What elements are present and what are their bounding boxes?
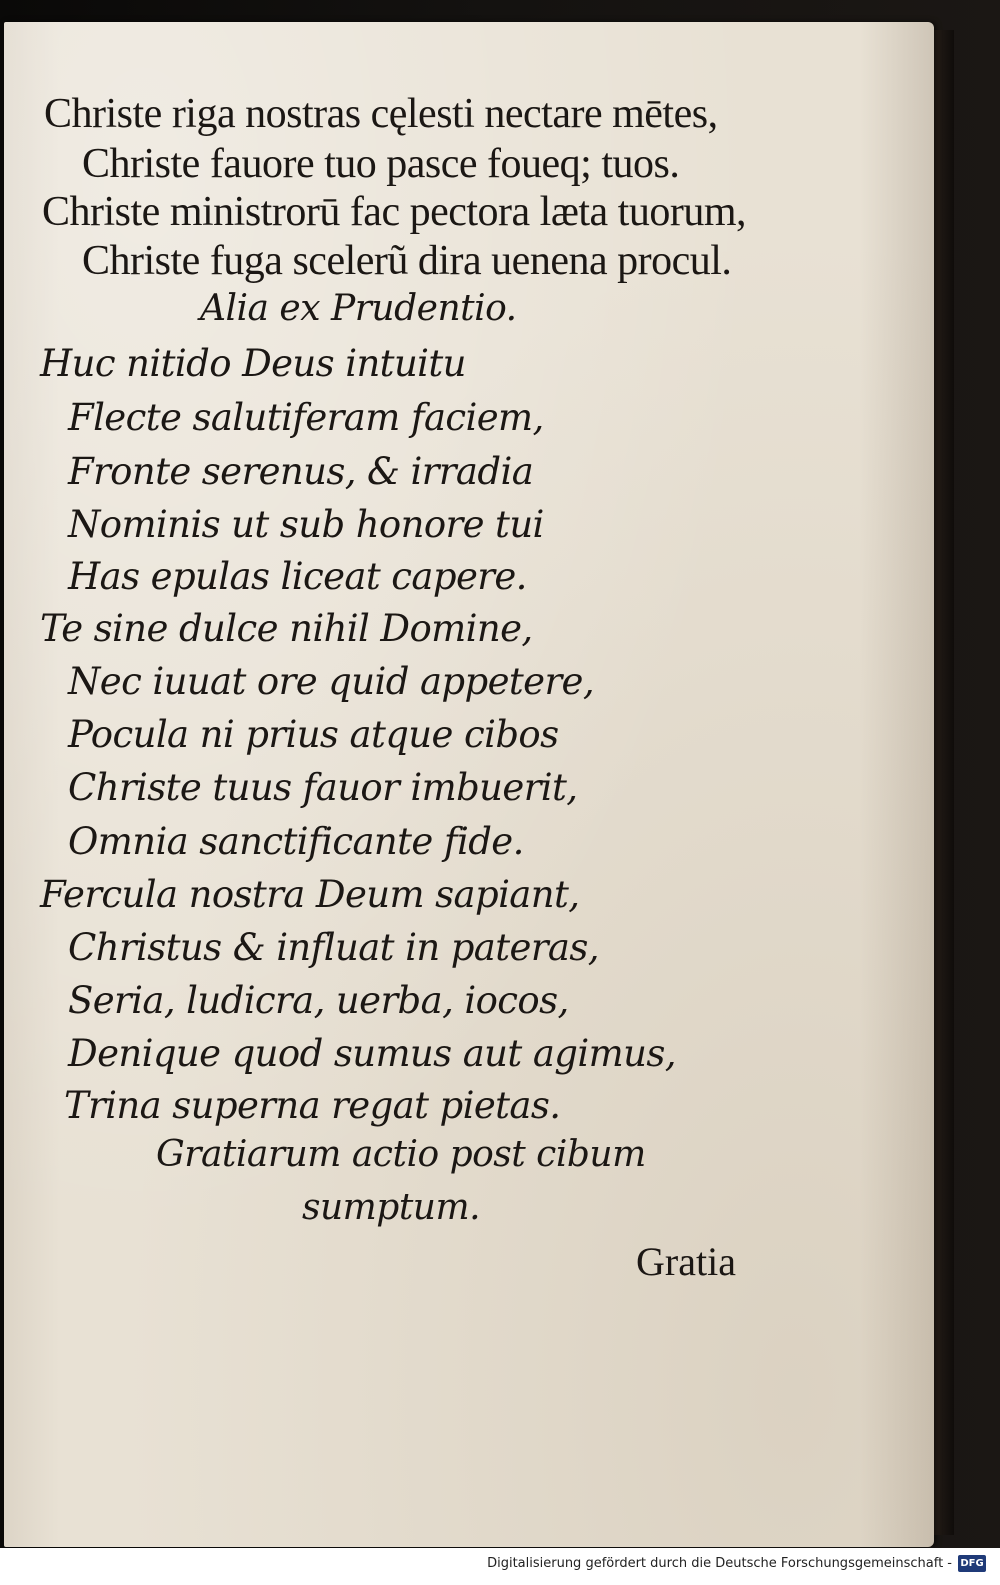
verse-line: Nec iuuat ore quid appetere, [68, 660, 594, 703]
section-heading-continued: sumptum. [302, 1187, 481, 1228]
verse-line: Pocula ni prius atque cibos [68, 713, 559, 756]
verse-line: Omnia sanctificante fide. [68, 820, 524, 863]
verse-line: Has epulas liceat capere. [68, 555, 527, 598]
book-page [4, 22, 934, 1547]
section-heading: Gratiarum actio post cibum [156, 1134, 646, 1175]
dfg-logo-icon: DFG [958, 1555, 986, 1572]
verse-line: Christe riga nostras cęlesti nectare mētes, [44, 91, 718, 137]
verse-line: Huc nitido Deus intuitu [40, 342, 466, 385]
footer-bar [0, 1548, 1000, 1585]
verse-line: Te sine dulce nihil Domine, [40, 607, 533, 650]
verse-line: Nominis ut sub honore tui [68, 503, 544, 546]
verse-line: Christus & influat in pateras, [68, 926, 599, 969]
verse-line: Denique quod sumus aut agimus, [68, 1032, 676, 1075]
verse-line: Trina superna regat pietas. [64, 1084, 561, 1127]
verse-line: Christe fauore tuo pasce foueq; tuos. [82, 141, 680, 187]
verse-line: Christe tuus fauor imbuerit, [68, 766, 578, 809]
verse-line: Fercula nostra Deum sapiant, [40, 873, 580, 916]
verse-line: Seria, ludicra, uerba, iocos, [68, 979, 569, 1022]
verse-line: Christe ministrorū fac pectora læta tuorum, [42, 189, 746, 235]
verse-line: Flecte salutiferam faciem, [68, 396, 544, 439]
funding-credit: Digitalisierung gefördert durch die Deutsche Forschungsgemeinschaft - [487, 1556, 952, 1571]
verse-line: Christe fuga scelerũ dira uenena procul. [82, 238, 732, 284]
verse-line: Fronte serenus, & irradia [68, 450, 534, 493]
section-heading: Alia ex Prudentio. [200, 288, 517, 329]
catchword: Gratia [636, 1239, 736, 1284]
book-edge [934, 30, 954, 1535]
